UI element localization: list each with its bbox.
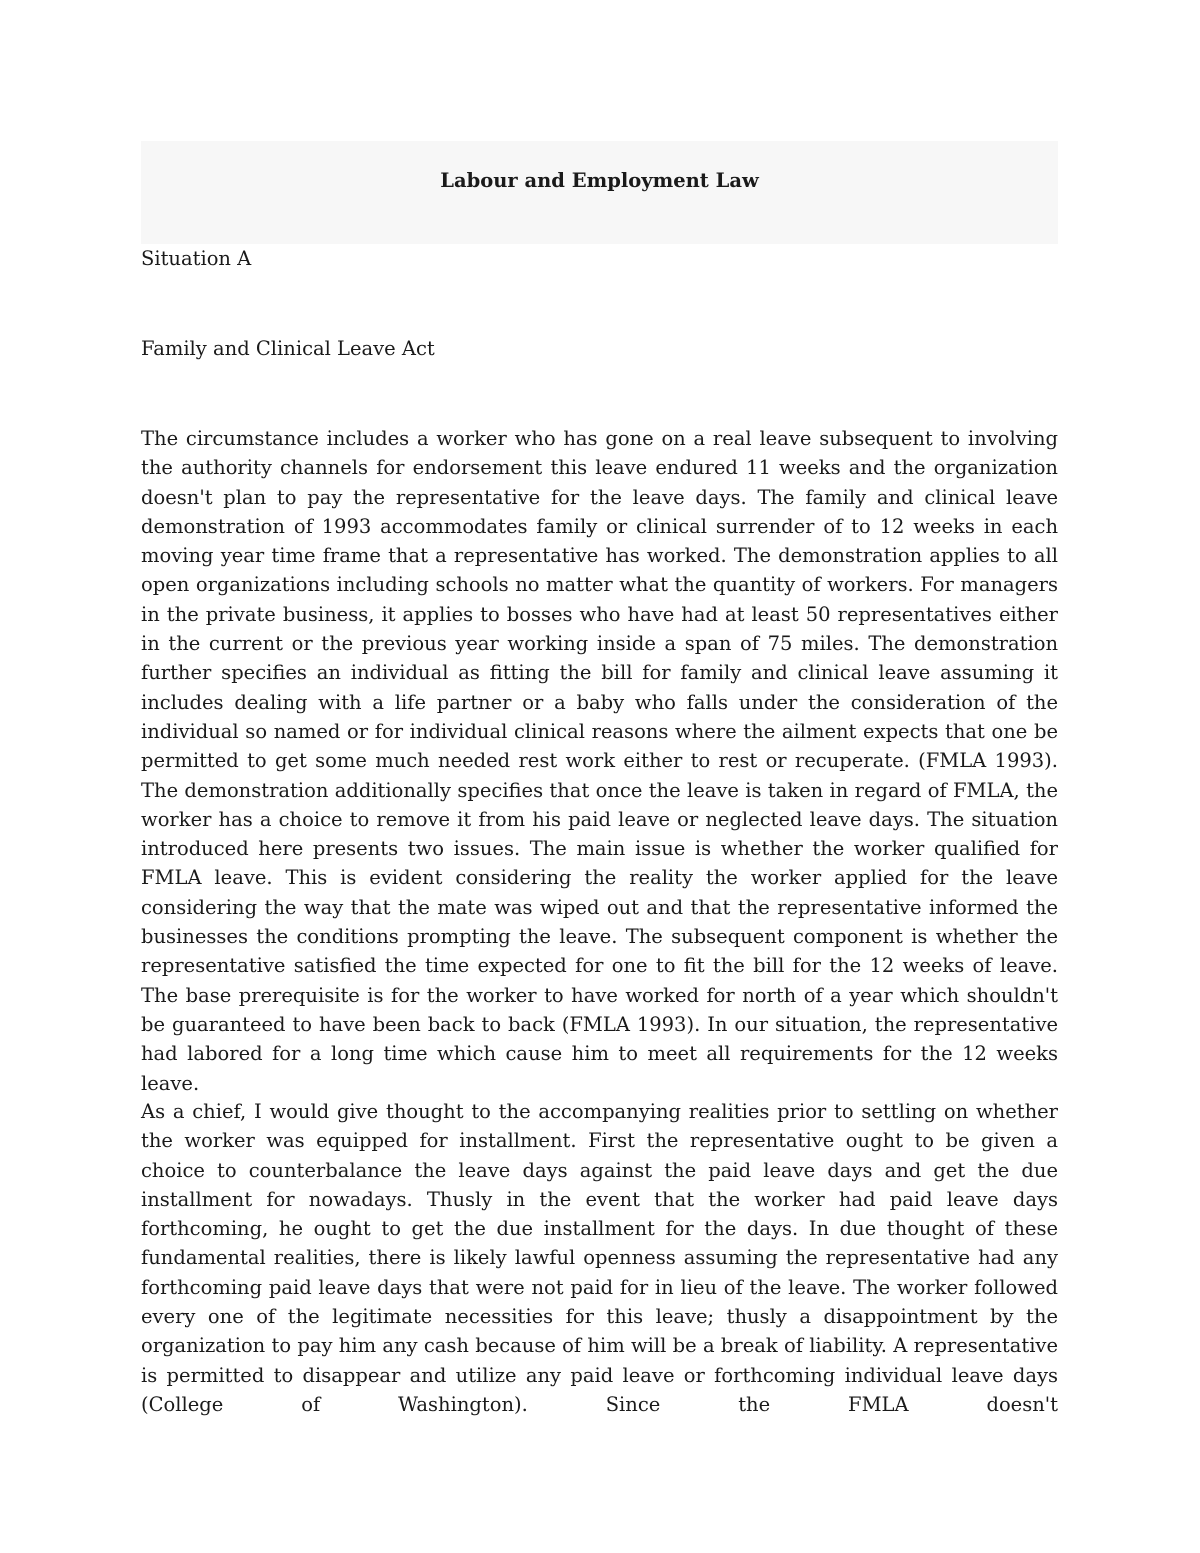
document-title: Labour and Employment Law xyxy=(440,169,759,192)
body-paragraph-2: As a chief, I would give thought to the accompanying realities prior to settling on whether the worker was equipped for installment. First the representative ought to be given a choice to counterbalance the leave days against the paid leave days and get the due installment for nowadays. Thusly in the event that the worker had paid leave days forthcoming, he ought to get the due installment for the days. In due thought of these fundamental realities, there is likely lawful openness assuming the representative had any forthcoming paid leave days that were not paid for in lieu of the leave. The worker followed every one of the legitimate necessities for this leave; thusly a disappointment by the organization to pay him any cash because of him will be a break of liability. A representative is permitted to disappear and utilize any paid leave or forthcoming individual leave days (College of Washington). Since the FMLA doesn't xyxy=(141,1100,1058,1416)
act-heading: Family and Clinical Leave Act xyxy=(141,337,435,360)
body-paragraph-1: The circumstance includes a worker who has gone on a real leave subsequent to involving the authority channels for endorsement this leave endured 11 weeks and the organization doesn't plan to pay the representative for the leave days. The family and clinical leave demonstration of 1993 accommodates family or clinical surrender of to 12 weeks in each moving year time frame that a representative has worked. The demonstration applies to all open organizations including schools no matter what the quantity of workers. For managers in the private business, it applies to bosses who have had at least 50 representatives either in the current or the previous year working inside a span of 75 miles. The demonstration further specifies an individual as fitting the bill for family and clinical leave assuming it includes dealing with a life partner or a baby who falls under the consideration of the individual so named or for individual clinical reasons where the ailment expects that one be permitted to get some much needed rest work either to rest or recuperate. (FMLA 1993). The demonstration additionally specifies that once the leave is taken in regard of FMLA, the worker has a choice to remove it from his paid leave or neglected leave days. The situation introduced here presents two issues. The main issue is whether the worker qualified for FMLA leave. This is evident considering the reality the worker applied for the leave considering the way that the mate was wiped out and that the representative informed the businesses the conditions prompting the leave. The subsequent component is whether the representative satisfied the time expected for one to fit the bill for the 12 weeks of leave. The base prerequisite is for the worker to have worked for north of a year which shouldn't be guaranteed to have been back to back (FMLA 1993). In our situation, the representative had labored for a long time which cause him to meet all requirements for the 12 weeks leave. xyxy=(141,427,1058,1095)
situation-label: Situation A xyxy=(141,247,252,270)
